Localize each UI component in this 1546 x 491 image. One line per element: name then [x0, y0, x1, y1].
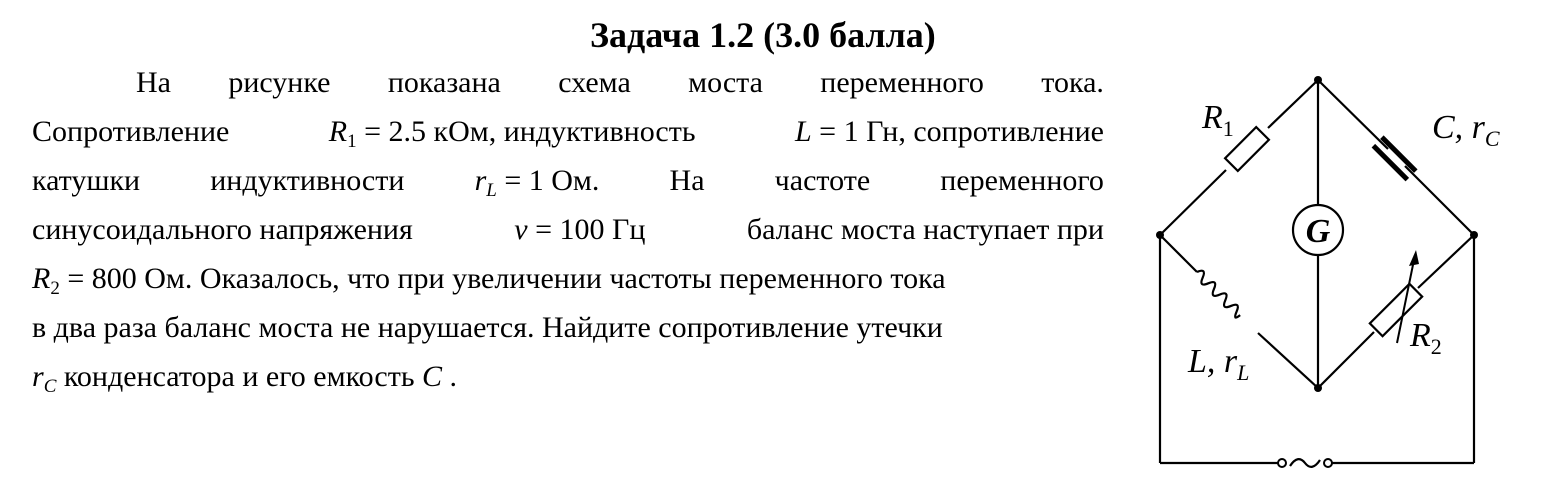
text-line-3 [32, 156, 1104, 205]
word: баланс моста наступает при [746, 213, 1104, 246]
problem-title: Задача 1.2 (3.0 балла) [590, 15, 936, 55]
galvanometer-label: G [1305, 213, 1331, 250]
word: рисунке [228, 66, 331, 99]
value: = 2.5 кОм [356, 115, 489, 148]
word: . [442, 360, 458, 393]
bridge-circuit-diagram [1150, 70, 1510, 480]
subscript: L [486, 180, 497, 201]
value: = 1 Ом. [496, 164, 600, 197]
symbol: R [32, 262, 51, 295]
symbol: C [422, 360, 443, 393]
value: = 1 Гн [811, 115, 899, 148]
word: , индуктивность [488, 115, 696, 148]
word: На [136, 66, 171, 99]
text-line-2 [32, 107, 1104, 156]
label-c-rc: C, $r_C$ [1432, 109, 1500, 151]
capacitor-icon [1373, 137, 1415, 179]
word: , сопротивление [898, 115, 1104, 148]
value: = 800 Ом [59, 262, 185, 295]
text-line-4 [32, 205, 1104, 254]
text-line-7 [32, 352, 1104, 401]
problem-text [32, 58, 1104, 401]
formula-r1 [329, 107, 696, 156]
word: На [669, 164, 705, 197]
word: переменного [820, 66, 984, 99]
word: моста [688, 66, 763, 99]
value: = 100 Гц [527, 213, 646, 246]
text-line-5 [32, 254, 1104, 303]
circuit-wires [1160, 80, 1474, 463]
subscript: 1 [347, 131, 357, 152]
label-r1: $R_1$ [1202, 99, 1234, 141]
label-r2: $R_2$ [1410, 317, 1442, 359]
word: тока. [1041, 66, 1104, 99]
formula-nu [514, 205, 645, 254]
text-line-6: в два раза баланс моста не нарушается. Найдите сопротивление утечки [32, 311, 943, 344]
word: конденсатора и его емкость [56, 360, 422, 393]
subscript: C [43, 376, 57, 397]
label-l-rl: L, $r_L$ [1188, 343, 1250, 385]
word: показана [387, 66, 501, 99]
ac-source-icon [1278, 459, 1332, 467]
word: частоте [774, 164, 871, 197]
formula-l [795, 107, 1104, 156]
word: синусоидального напряжения [32, 213, 413, 246]
formula-r2 [32, 262, 185, 299]
inductor-icon [1193, 268, 1243, 318]
formula-rl [475, 156, 600, 205]
word: схема [558, 66, 631, 99]
symbol: r [32, 360, 44, 393]
symbol: L [794, 115, 812, 148]
subscript: 2 [50, 278, 60, 299]
symbol: ν [514, 213, 528, 246]
word: Сопротивление [32, 115, 230, 148]
arrow-head-icon [1409, 250, 1419, 266]
word: индуктивности [210, 164, 405, 197]
word: переменного [940, 164, 1104, 197]
text-line-1 [32, 58, 1104, 107]
word: . Оказалось, что при увеличении частоты переменного тока [184, 262, 946, 295]
word: катушки [32, 164, 141, 197]
symbol: r [474, 164, 487, 197]
symbol: R [328, 115, 348, 148]
